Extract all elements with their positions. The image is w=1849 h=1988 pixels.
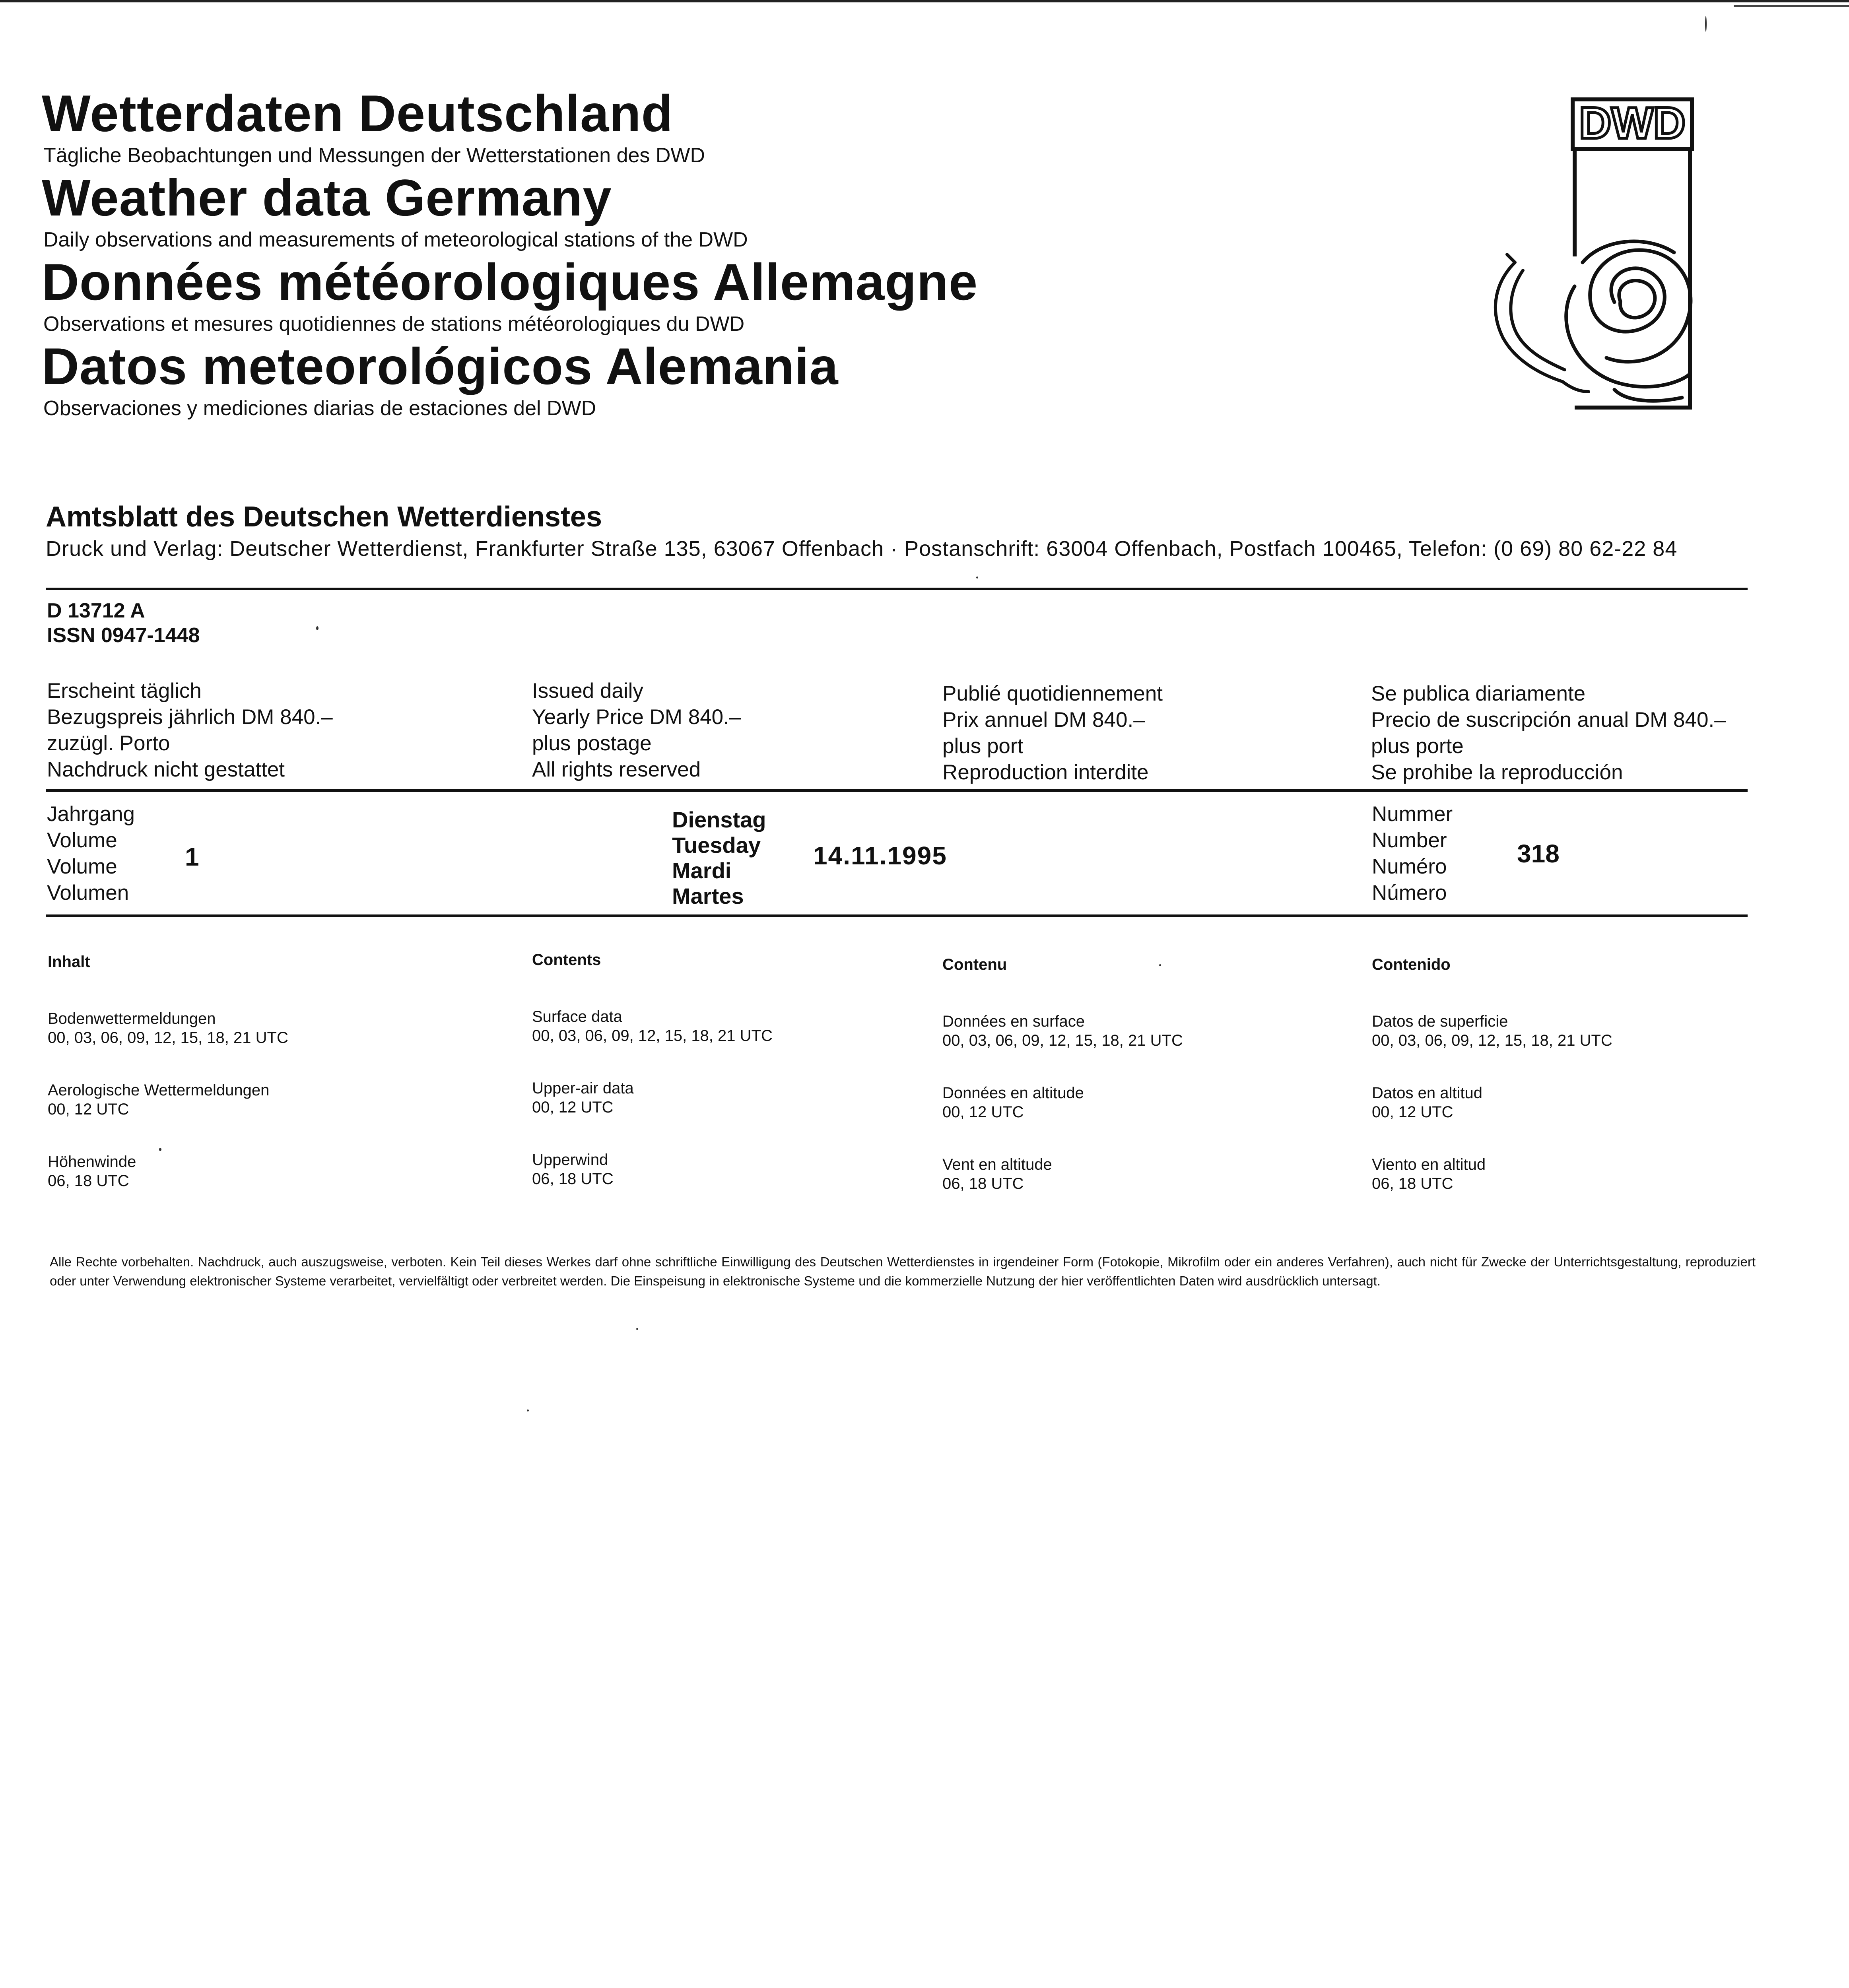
dwd-logo (1483, 95, 1698, 414)
publisher-title: Amtsblatt des Deutschen Wetterdienstes (46, 501, 602, 533)
number-label: Nummer (1372, 802, 1453, 826)
contents-heading: Contenu (942, 956, 1007, 973)
day-name: Dienstag (672, 807, 766, 832)
contents-item-title: Données en altitude (942, 1084, 1084, 1102)
contents-item (532, 1079, 950, 1117)
title-en: Weather data Germany (42, 169, 612, 227)
day-name: Mardi (672, 858, 732, 883)
contents-item-title: Données en surface (942, 1013, 1085, 1030)
info-line: plus postage (532, 732, 652, 755)
volume-labels (47, 801, 135, 906)
scan-speck (1705, 16, 1707, 32)
contents-item-title: Datos de superficie (1372, 1013, 1508, 1030)
info-line: Erscheint täglich (47, 679, 202, 703)
contents-item (942, 1012, 1360, 1050)
contents-item-times: 06, 18 UTC (532, 1170, 614, 1188)
number-label: Número (1372, 881, 1447, 905)
contents-item (942, 1083, 1360, 1122)
subtitle-en: Daily observations and measurements of meteorological stations of the DWD (43, 228, 748, 251)
number-label: Numéro (1372, 855, 1447, 878)
scan-speck (1159, 964, 1161, 966)
dwd-logo-text: DWD (1579, 98, 1686, 148)
scan-speck (527, 1409, 529, 1411)
info-column-es (1371, 681, 1769, 786)
info-line: zuzügl. Porto (47, 732, 170, 755)
contents-column-es (1372, 955, 1789, 1227)
issue-date: 14.11.1995 (813, 841, 947, 870)
scan-speck (159, 1148, 161, 1151)
contents-heading: Contenido (1372, 956, 1451, 973)
info-line: Reproduction interdite (942, 761, 1149, 784)
contents-item (48, 1081, 465, 1119)
divider-issue (46, 914, 1748, 917)
number-label: Number (1372, 829, 1447, 852)
contents-item-title: Upperwind (532, 1151, 608, 1169)
contents-item-times: 06, 18 UTC (1372, 1175, 1453, 1192)
contents-item-times: 06, 18 UTC (942, 1175, 1024, 1192)
info-column-fr (942, 681, 1340, 786)
info-line: Publié quotidiennement (942, 682, 1163, 705)
scan-speck (636, 1328, 638, 1330)
contents-item (532, 1150, 950, 1188)
info-line: All rights reserved (532, 758, 701, 781)
contents-item-times: 00, 03, 06, 09, 12, 15, 18, 21 UTC (48, 1029, 288, 1046)
contents-item-times: 00, 12 UTC (532, 1099, 614, 1116)
info-line: Issued daily (532, 679, 643, 703)
subtitle-es: Observaciones y mediciones diarias de estaciones del DWD (43, 397, 596, 420)
issue-number: 318 (1517, 839, 1560, 868)
volume-value: 1 (185, 843, 199, 871)
legal-notice: Alle Rechte vorbehalten. Nachdruck, auch auszugsweise, verboten. Kein Teil dieses Werkes darf ohne schriftliche Einwilligung des Deutschen Wetterdienstes in irgendeiner Form (Fotokopie, Mikrofilm oder ein anderes Verfahren), auch nicht für Zwecke der Unterrichtsgestaltung, reproduziert oder unter Verwendung elektronischer Systeme verarbeitet, vervielfältigt oder verbreitet werden. Die Einspeisung in elektronische Systeme und die kommerzielle Nutzung der hier veröffentlichten Daten wird ausdrücklich untersagt. (50, 1254, 1756, 1288)
contents-item (1372, 1012, 1789, 1050)
volume-label: Jahrgang (47, 802, 135, 826)
divider-info (46, 789, 1748, 792)
day-names (672, 807, 766, 909)
info-line: Prix annuel DM 840.– (942, 708, 1145, 732)
contents-item-title: Höhenwinde (48, 1153, 136, 1171)
publication-code: D 13712 A (47, 599, 145, 622)
title-block (42, 83, 1115, 421)
title-de: Wetterdaten Deutschland (42, 84, 674, 142)
divider-top (46, 588, 1748, 590)
title-es: Datos meteorológicos Alemania (42, 337, 839, 395)
contents-item-times: 00, 03, 06, 09, 12, 15, 18, 21 UTC (1372, 1032, 1612, 1049)
contents-item (1372, 1083, 1789, 1122)
volume-label: Volume (47, 829, 117, 852)
contents-column-en (532, 950, 950, 1222)
contents-item (48, 1152, 465, 1190)
contents-item (48, 1009, 465, 1047)
info-line: Nachdruck nicht gestattet (47, 758, 285, 781)
subtitle-fr: Observations et mesures quotidiennes de stations météorologiques du DWD (43, 313, 745, 336)
day-name: Martes (672, 883, 744, 909)
volume-label: Volumen (47, 881, 129, 905)
contents-heading: Inhalt (48, 953, 90, 971)
contents-item-title: Bodenwettermeldungen (48, 1010, 216, 1027)
scan-edge-line (0, 0, 1849, 2)
info-line: plus porte (1371, 734, 1464, 758)
contents-heading: Contents (532, 951, 601, 969)
title-fr: Données météorologiques Allemagne (42, 253, 978, 311)
contents-item-title: Aerologische Wettermeldungen (48, 1081, 270, 1099)
number-labels (1372, 801, 1453, 906)
contents-item-times: 00, 03, 06, 09, 12, 15, 18, 21 UTC (532, 1027, 773, 1044)
contents-column-fr (942, 955, 1360, 1227)
contents-column-de (48, 952, 465, 1224)
info-line: Se publica diariamente (1371, 682, 1586, 705)
info-line: Bezugspreis jährlich DM 840.– (47, 705, 333, 729)
contents-item (1372, 1155, 1789, 1193)
scan-speck (316, 626, 319, 630)
info-line: plus port (942, 734, 1024, 758)
publisher-block (46, 499, 1775, 563)
contents-item (942, 1155, 1360, 1193)
contents-item-title: Surface data (532, 1008, 622, 1025)
contents-item-title: Upper-air data (532, 1079, 634, 1097)
info-line: Yearly Price DM 840.– (532, 705, 741, 729)
info-column-en (532, 678, 930, 783)
contents-item-times: 06, 18 UTC (48, 1172, 129, 1190)
info-column-de (47, 678, 445, 783)
day-name: Tuesday (672, 833, 761, 858)
contents-item-times: 00, 03, 06, 09, 12, 15, 18, 21 UTC (942, 1032, 1183, 1049)
volume-label: Volume (47, 855, 117, 878)
contents-item-title: Datos en altitud (1372, 1084, 1482, 1102)
info-line: Precio de suscripción anual DM 840.– (1371, 708, 1726, 732)
subtitle-de: Tägliche Beobachtungen und Messungen der Wetterstationen des DWD (43, 144, 705, 167)
contents-item-title: Viento en altitud (1372, 1156, 1486, 1173)
identifiers (47, 598, 200, 648)
publisher-address: Druck und Verlag: Deutscher Wetterdienst, Frankfurter Straße 135, 63067 Offenbach · Postanschrift: 63004 Offenbach, Postfach 100465, Telefon: (0 69) 80 62-22 84 (46, 537, 1678, 561)
issn: ISSN 0947-1448 (47, 624, 200, 647)
contents-item-title: Vent en altitude (942, 1156, 1052, 1173)
scan-edge-line-right (1734, 5, 1849, 7)
contents-item (532, 1007, 950, 1045)
contents-item-times: 00, 12 UTC (48, 1101, 129, 1118)
contents-item-times: 00, 12 UTC (1372, 1103, 1453, 1121)
scan-speck (976, 577, 978, 579)
info-line: Se prohibe la reproducción (1371, 761, 1623, 784)
contents-item-times: 00, 12 UTC (942, 1103, 1024, 1121)
